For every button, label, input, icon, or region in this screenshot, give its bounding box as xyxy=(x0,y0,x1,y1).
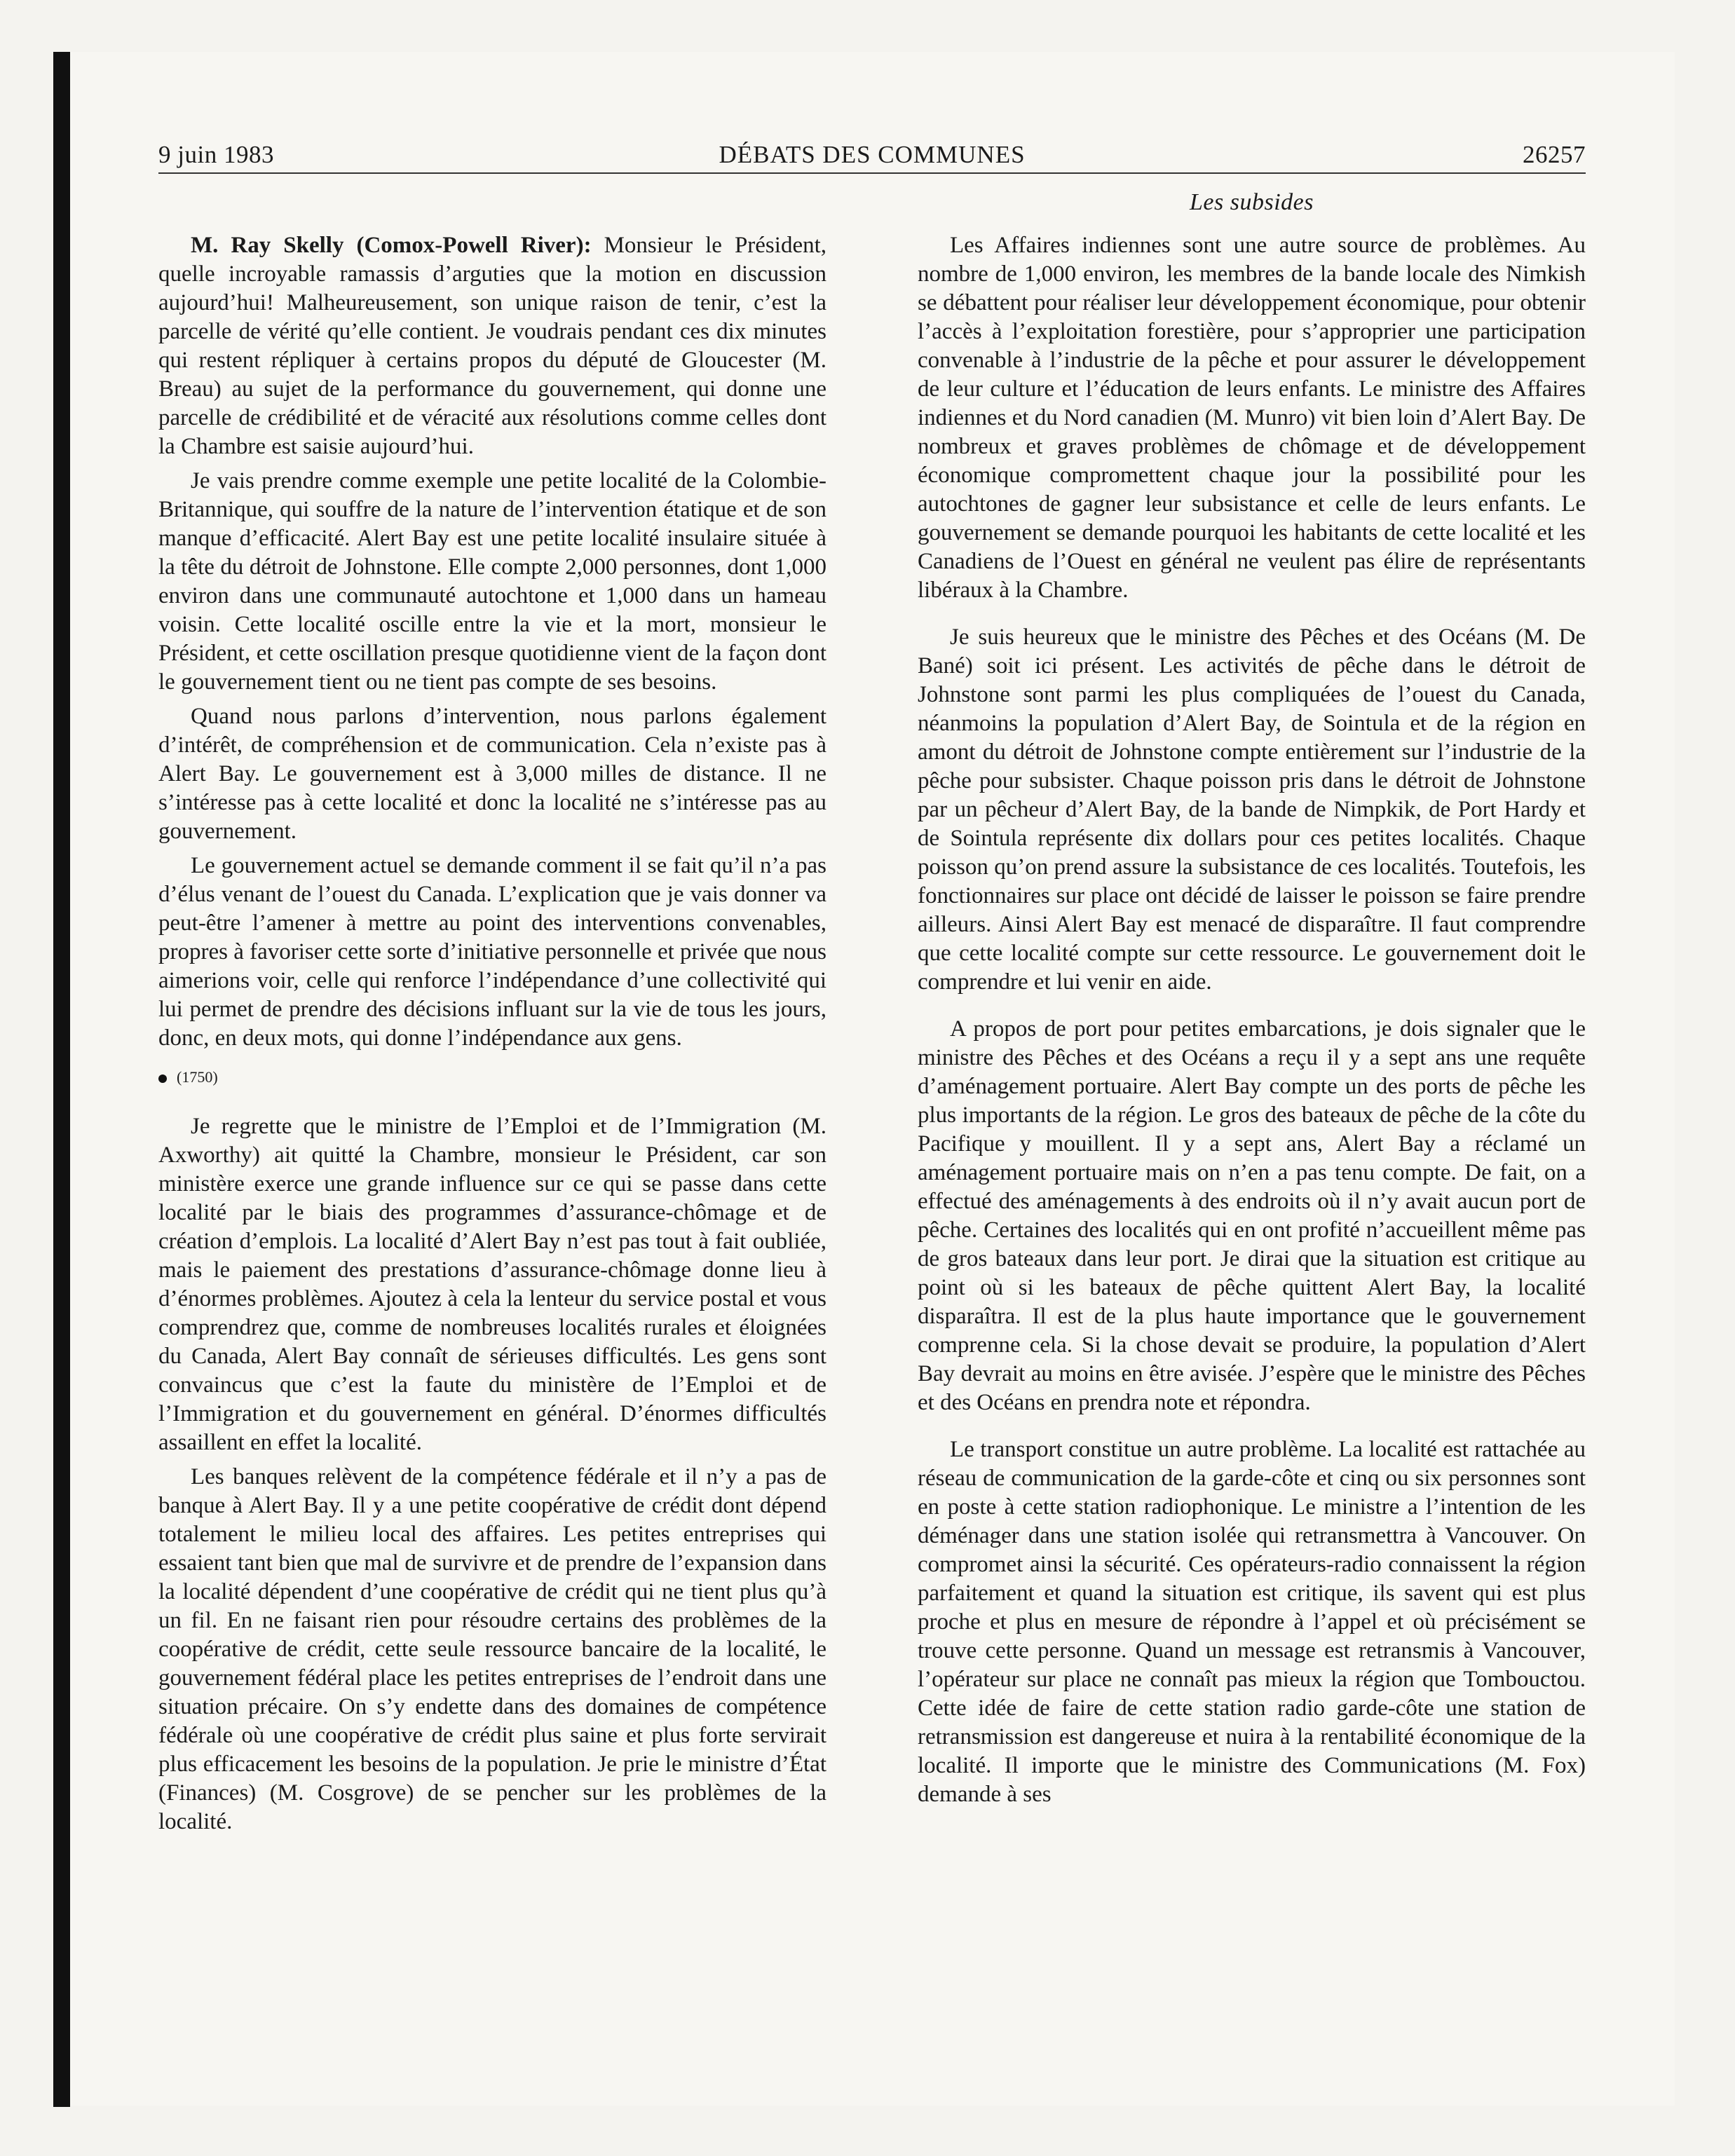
page-header xyxy=(158,139,1586,174)
paragraph: Le gouvernement actuel se demande comment il se fait qu’il n’a pas d’élus venant de l’ouest du Canada. L’explication que je vais donner va peut-être l’amener à mettre au point des interventions convenables, propres à favoriser cette sorte d’initiative personnelle et privée que nous aimerions voir, celle qui renforce l’indépendance d’une collectivité qui lui permet de prendre des décisions influant sur la vie de tous les jours, donc, en deux mots, qui donne l’indépendance aux gens. xyxy=(158,853,826,1051)
left-column xyxy=(158,231,826,1842)
paragraph: Les Affaires indiennes sont une autre source de problèmes. Au nombre de 1,000 environ, les membres de la bande locale des Nimkish se débattent pour réaliser leur développement économique, pour obtenir l’accès à l’exploitation forestière, pour s’approprier une participation convenable à l’industrie de la pêche et pour assurer le développement de leur culture et l’éducation de leurs enfants. Le ministre des Affaires indiennes et du Nord canadien (M. Munro) vit bien loin d’Alert Bay. De nombreux et graves problèmes de chômage et de développement économique compromettent chaque jour la possibilité pour les autochtones de gagner leur subsistance et celle de leurs enfants. Le gouvernement se demande pourquoi les habitants de cette localité et les Canadiens de l’Ouest en général ne veulent pas élire de représentants libéraux à la Chambre. xyxy=(918,233,1586,603)
header-page-number: 26257 xyxy=(1523,141,1586,168)
paragraph: Quand nous parlons d’intervention, nous parlons également d’intérêt, de compréhension et de communication. Cela n’existe pas à Alert Bay. Le gouvernement est à 3,000 milles de distance. Il ne s’intéresse pas à cette localité et donc la localité ne s’intéresse pas au gouvernement. xyxy=(158,704,826,844)
section-subhead: Les subsides xyxy=(1190,189,1314,215)
paragraph-text: Monsieur le Président, quelle incroyable ramassis d’arguties que la motion en discussion aujourd’hui! Malheureusement, son unique raison de tenir, c’est la parcelle de vérité qu’elle contient. Je voudrais pendant ces dix minutes qui restent répliquer à certains propos du député de Gloucester (M. Breau) au sujet de la performance du gouvernement, qui donne une parcelle de crédibilité et de véracité aux résolutions comme celles dont la Chambre est saisie aujourd’hui. xyxy=(158,233,827,459)
scan-edge-bar xyxy=(53,52,70,2107)
paragraph: A propos de port pour petites embarcations, je dois signaler que le ministre des Pêches et des Océans a reçu il y a sept ans une requête d’aménagement portuaire. Alert Bay compte un des ports de pêche les plus importants de la région. Le gros des bateaux de pêche de la côte du Pacifique y mouillent. Il y a sept ans, Alert Bay a réclamé un aménagement portuaire mais on n’en a pas tenu compte. De fait, on a effectué des aménagements à des endroits où il n’y avait aucun port de pêche. Certaines des localités qui en ont profité n’accueillent même pas de gros bateaux dans leur port. Je dirai que la situation est critique au point où si les bateaux de pêche quittent Alert Bay, la localité disparaîtra. Il est de la plus haute importance que le gouvernement comprenne cela. Si la chose devait se produire, la population d’Alert Bay devrait au moins en être avisée. J’espère que le ministre des Pêches et des Océans en prendra note et répondra. xyxy=(918,1016,1586,1415)
header-title: DÉBATS DES COMMUNES xyxy=(719,141,1026,168)
bullet-dot-icon xyxy=(158,1074,167,1083)
paragraph: Je vais prendre comme exemple une petite localité de la Colombie-Britannique, qui souffre de la nature de l’intervention étatique et de son manque d’efficacité. Alert Bay est une petite localité insulaire située à la tête du détroit de Johnstone. Elle compte 2,000 personnes, dont 1,000 environ dans une communauté autochtone et 1,000 dans un hameau voisin. Cette localité oscille entre la vie et la mort, monsieur le Président, et cette oscillation presque quotidienne vient de la façon dont le gouvernement tient ou ne tient pas compte de ses besoins. xyxy=(158,468,826,695)
speaker-name: M. Ray Skelly (Comox-Powell River): xyxy=(191,233,592,258)
header-date: 9 juin 1983 xyxy=(158,141,274,168)
paragraph: Je suis heureux que le ministre des Pêches et des Océans (M. De Bané) soit ici présent. Les activités de pêche dans le détroit de Johnstone sont parmi les plus compliquées de l’ouest du Canada, néanmoins la population d’Alert Bay, de Sointula et de la région en amont du détroit de Johnstone compte entièrement sur l’industrie de la pêche pour subsister. Chaque poisson pris dans le détroit de Johnstone par un pêcheur d’Alert Bay, de la bande de Nimpkik, de Port Hardy et de Sointula représente dix dollars pour ces petites localités. Chaque poisson qu’on prend assure la subsistance de ces localités. Toutefois, les fonctionnaires sur place ont décidé de laisser le poisson se faire prendre ailleurs. Ainsi Alert Bay est menacé de disparaître. Il faut comprendre que cette localité compte sur cette ressource. Le gouvernement doit le comprendre et lui venir en aide. xyxy=(918,625,1586,995)
time-marker-text: (1750) xyxy=(177,1068,218,1086)
right-column xyxy=(918,231,1586,1827)
time-marker xyxy=(158,1063,826,1091)
paragraph: Les banques relèvent de la compétence fédérale et il n’y a pas de banque à Alert Bay. Il y a une petite coopérative de crédit dont dépend totalement le milieu local des affaires. Les petites entreprises qui essaient tant bien que mal de survivre et de prendre de l’expansion dans la localité dépendent d’une coopérative de crédit qui ne tient plus qu’à un fil. En ne faisant rien pour résoudre certains des problèmes de la coopérative de crédit, cette seule ressource bancaire de la localité, le gouvernement fédéral place les petites entreprises de l’endroit dans une situation précaire. On s’y endette dans des domaines de compétence fédérale où une coopérative de crédit plus saine et plus forte servirait plus efficacement les besoins de la population. Je prie le ministre d’État (Finances) (M. Cosgrove) de se pencher sur les problèmes de la localité. xyxy=(158,1464,826,1834)
paragraph xyxy=(158,231,826,461)
paragraph: Le transport constitue un autre problème. La localité est rattachée au réseau de communication de la garde-côte et cinq ou six personnes sont en poste à cette station radiophonique. Le ministre a l’intention de les déménager dans une station isolée qui retransmettra à Vancouver. On compromet ainsi la sécurité. Ces opérateurs-radio connaissent la région parfaitement et quand la situation est critique, ils savent qui est plus proche et plus en mesure de répondre à l’appel et où précisément se trouve cette personne. Quand un message est retransmis à Vancouver, l’opérateur sur place ne connaît pas mieux la région que Tombouctou. Cette idée de faire de cette station radio garde-côte une station de retransmission est dangereuse et nuira à la rentabilité économique de la localité. Il importe que le ministre des Communications (M. Fox) demande à ses xyxy=(918,1437,1586,1807)
paragraph: Je regrette que le ministre de l’Emploi et de l’Immigration (M. Axworthy) ait quitté la Chambre, monsieur le Président, car son ministère exerce une grande influence sur ce qui se passe dans cette localité par le biais des programmes d’assurance-chômage et de création d’emplois. La localité d’Alert Bay n’est pas tout à fait oubliée, mais le paiement des prestations d’assurance-chômage donne lieu à d’énormes problèmes. Ajoutez à cela la lenteur du service postal et vous comprendrez que, comme de nombreuses localités rurales et éloignées du Canada, Alert Bay connaît de sérieuses difficultés. Les gens sont convaincus que c’est la faute du ministère de l’Emploi et de l’Immigration et du gouvernement en général. D’énormes difficultés assaillent en effet la localité. xyxy=(158,1114,827,1455)
